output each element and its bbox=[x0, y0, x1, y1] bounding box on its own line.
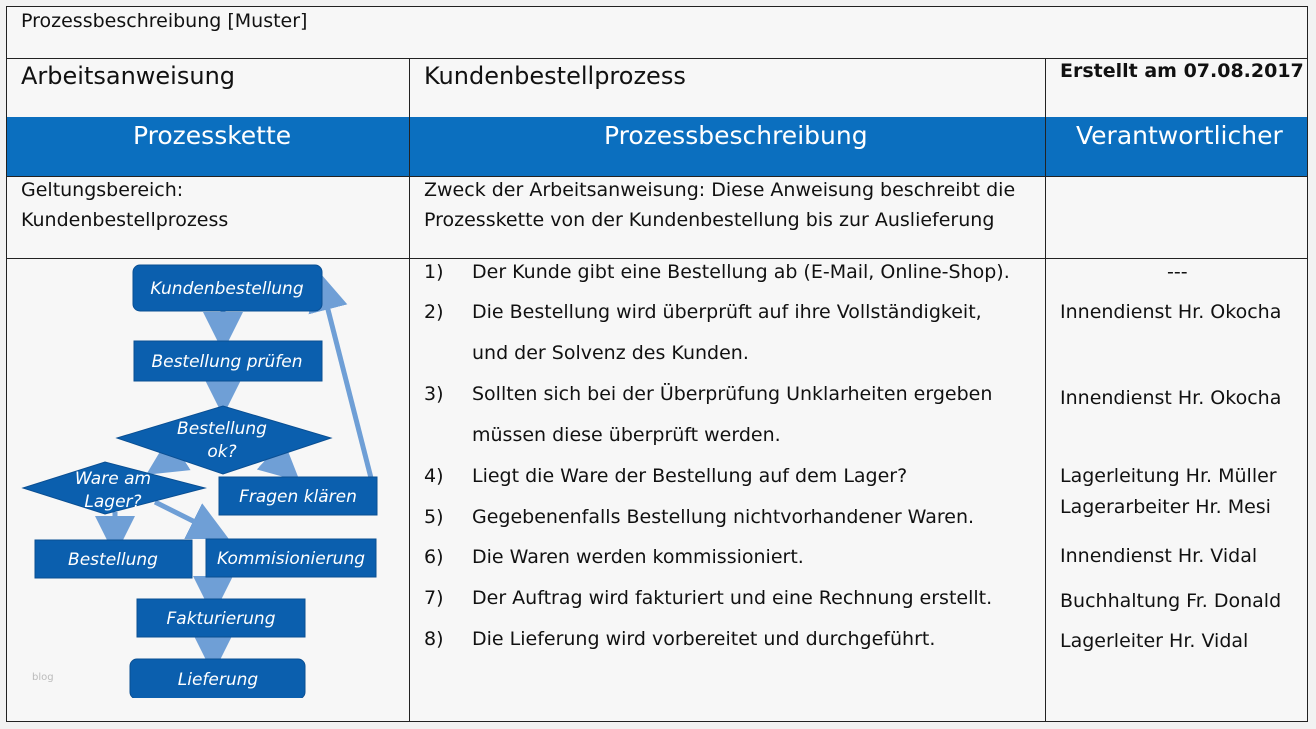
process-document bbox=[6, 6, 1308, 722]
column-heading-prozesskette: Prozesskette bbox=[133, 121, 292, 150]
label-lieferung: Lieferung bbox=[177, 670, 259, 690]
label-kommisionierung: Kommisionierung bbox=[216, 549, 366, 569]
column-divider bbox=[409, 58, 410, 722]
step-text-continued: müssen diese überprüft werden. bbox=[472, 424, 781, 446]
step-text: Sollten sich bei der Überprüfung Unklarheiten ergeben bbox=[472, 383, 993, 405]
label-bestellung-ok-line2: ok? bbox=[207, 442, 237, 462]
step-text-continued: und der Solvenz des Kunden. bbox=[472, 342, 749, 364]
created-date: Erstellt am 07.08.2017 bbox=[1060, 60, 1304, 82]
step-text: Liegt die Ware der Bestellung auf dem Lager? bbox=[472, 465, 908, 487]
label-ware-am-line1: Ware am bbox=[74, 469, 152, 489]
label-fakturierung: Fakturierung bbox=[166, 609, 276, 629]
label-bestellung-ok-line1: Bestellung bbox=[177, 419, 267, 439]
step-number: 1) bbox=[424, 261, 444, 283]
label-bestellung: Bestellung bbox=[68, 550, 158, 570]
watermark: blog bbox=[32, 672, 54, 683]
arrow-ware-to-kommisionierung bbox=[155, 502, 211, 530]
process-flowchart bbox=[15, 258, 403, 698]
step-text: Die Lieferung wird vorbereitet und durchgeführt. bbox=[472, 628, 936, 650]
step-number: 4) bbox=[424, 465, 444, 487]
responsible-person: Lagerleitung Hr. Müller bbox=[1060, 465, 1277, 487]
row-divider bbox=[7, 58, 1307, 59]
responsible-person: Buchhaltung Fr. Donald bbox=[1060, 590, 1282, 612]
responsible-person: Innendienst Hr. Okocha bbox=[1060, 387, 1282, 409]
scope-value: Kundenbestellprozess bbox=[21, 209, 229, 231]
step-text: Die Bestellung wird überprüft auf ihre Vollständigkeit, bbox=[472, 301, 982, 323]
label-fragen-klaeren: Fragen klären bbox=[239, 487, 357, 507]
label-kundenbestellung: Kundenbestellung bbox=[150, 279, 304, 299]
column-heading-verantwortlicher: Verantwortlicher bbox=[1076, 121, 1283, 150]
process-name: Kundenbestellprozess bbox=[424, 62, 686, 90]
step-text: Gegebenenfalls Bestellung nichtvorhandener Waren. bbox=[472, 506, 975, 528]
step-number: 3) bbox=[424, 383, 444, 405]
step-number: 2) bbox=[424, 301, 444, 323]
node-bestellung-ok bbox=[117, 406, 331, 474]
step-number: 7) bbox=[424, 587, 444, 609]
step-text: Der Auftrag wird fakturiert und eine Rechnung erstellt. bbox=[472, 587, 993, 609]
label-ware-am-line2: Lager? bbox=[84, 492, 142, 512]
arrow-fragen-to-kundenbestellung bbox=[323, 290, 371, 478]
responsible-person: Lagerleiter Hr. Vidal bbox=[1060, 630, 1249, 652]
step-number: 6) bbox=[424, 546, 444, 568]
purpose-line-2: Prozesskette von der Kundenbestellung bis zur Auslieferung bbox=[424, 209, 995, 231]
responsible-person: Innendienst Hr. Vidal bbox=[1060, 545, 1258, 567]
document-title: Prozessbeschreibung [Muster] bbox=[21, 10, 308, 32]
step-text: Der Kunde gibt eine Bestellung ab (E-Mail, Online-Shop). bbox=[472, 261, 1010, 283]
column-divider bbox=[1045, 58, 1046, 722]
responsible-person: --- bbox=[1167, 261, 1188, 283]
scope-label: Geltungsbereich: bbox=[21, 179, 184, 201]
step-number: 8) bbox=[424, 628, 444, 650]
column-heading-prozessbeschreibung: Prozessbeschreibung bbox=[604, 121, 868, 150]
instruction-type: Arbeitsanweisung bbox=[21, 62, 236, 90]
step-number: 5) bbox=[424, 506, 444, 528]
responsible-person: Lagerarbeiter Hr. Mesi bbox=[1060, 496, 1271, 518]
responsible-person: Innendienst Hr. Okocha bbox=[1060, 301, 1282, 323]
purpose-line-1: Zweck der Arbeitsanweisung: Diese Anweisung beschreibt die bbox=[424, 179, 1016, 201]
label-bestellung-pruefen: Bestellung prüfen bbox=[151, 352, 303, 372]
step-text: Die Waren werden kommissioniert. bbox=[472, 546, 804, 568]
